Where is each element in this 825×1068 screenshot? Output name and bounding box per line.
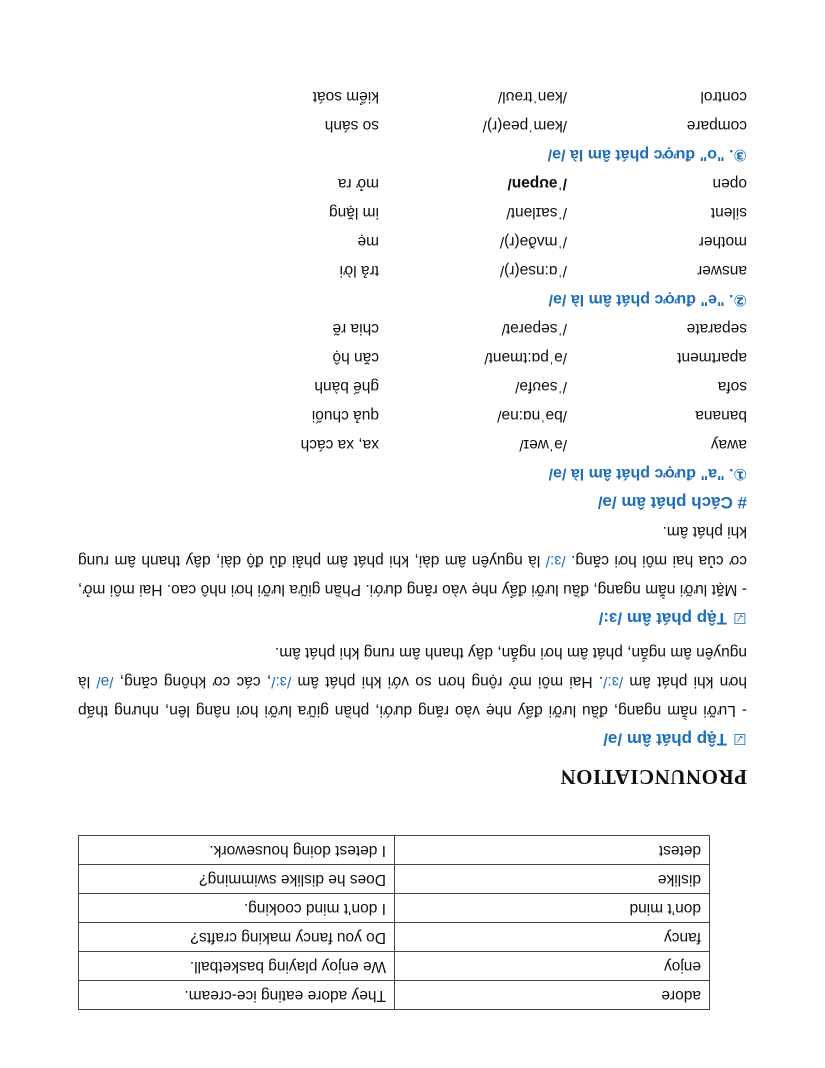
vocab-example: Does he dislike swimming? <box>79 865 395 894</box>
table-row <box>79 836 710 865</box>
case-heading: ②. "e" được phát âm là /ə/ <box>548 291 747 308</box>
pronunciation-groups <box>78 82 747 488</box>
ipa-cell: /əˈweɪ/ <box>519 436 567 453</box>
table-row <box>79 865 710 894</box>
vocab-example: Do you fancy making crafts? <box>79 923 395 952</box>
word-cell: control <box>700 88 747 105</box>
how-to-pronounce-heading: # Cách phát âm /ə/ <box>597 493 747 512</box>
ipa-cell: /kənˈtrəʊl/ <box>497 88 567 105</box>
word-row <box>78 82 747 111</box>
vocab-example: I don’t mind cooking. <box>79 894 395 923</box>
word-cell: compare <box>686 117 747 134</box>
word-row <box>78 343 747 372</box>
meaning-cell: xa, xa cách <box>300 436 379 453</box>
word-row <box>78 372 747 401</box>
ipa-symbol: /ɜ:/ <box>603 673 624 690</box>
ipa-cell: /ˈɑ:nsə(r)/ <box>499 262 567 279</box>
case-heading: ③. "o" được phát âm là /ə/ <box>547 146 747 163</box>
word-cell: answer <box>697 262 747 279</box>
word-row <box>78 256 747 285</box>
word-row <box>78 227 747 256</box>
meaning-cell: chia rẽ <box>332 320 379 337</box>
word-cell: silent <box>710 204 747 221</box>
meaning-cell: quả chuối <box>311 407 379 424</box>
vocab-word: fancy <box>395 923 710 952</box>
practice-er-text: - Mặt lưỡi nằm ngang, đầu lưỡi đẩy nhẹ vào răng dưới. Phần giữa lưỡi hơi nhô cao. Hai môi mở, cơ của hai môi hơi căng. /ɜ:/ là nguyên âm dài, khi phát âm phải đủ độ dài, dây thanh âm rung khi phát âm. <box>78 523 747 598</box>
ipa-cell: /ˈsaɪlənt/ <box>506 204 567 221</box>
word-cell: mother <box>698 233 747 250</box>
word-cell: separate <box>686 320 747 337</box>
checkbox-icon: ☑ <box>733 609 747 626</box>
ipa-symbol: /ə/ <box>96 673 114 690</box>
word-row <box>78 401 747 430</box>
meaning-cell: mở ra <box>337 175 379 192</box>
word-row <box>78 198 747 227</box>
vocab-example: I detest doing housework. <box>79 836 395 865</box>
vocabulary-table <box>78 835 710 1010</box>
document-content <box>78 82 747 1010</box>
meaning-cell: im lặng <box>329 204 379 221</box>
meaning-cell: căn hộ <box>332 349 379 366</box>
vocab-word: enjoy <box>395 952 710 981</box>
pronunciation-title: PRONUNCIATION <box>560 765 747 789</box>
vocab-example: We enjoy playing basketball. <box>79 952 395 981</box>
table-row <box>79 981 710 1010</box>
vocab-word: don’t mind <box>395 894 710 923</box>
word-row <box>78 314 747 343</box>
word-cell: banana <box>695 407 747 424</box>
meaning-cell: ghế bành <box>314 378 379 395</box>
ipa-symbol: /ɜ:/ <box>545 552 566 569</box>
ipa-cell: /ˈmʌðə(r)/ <box>499 233 567 250</box>
table-row <box>79 894 710 923</box>
meaning-cell: mẹ <box>357 233 379 250</box>
ipa-cell: /bəˈnɑ:nə/ <box>497 407 567 424</box>
word-row <box>78 430 747 459</box>
meaning-cell: kiểm soát <box>312 88 379 105</box>
ipa-cell: /ˈsəʊfə/ <box>515 378 567 395</box>
meaning-cell: so sánh <box>324 117 379 134</box>
word-row <box>78 169 747 198</box>
word-cell: away <box>710 436 747 453</box>
ipa-cell: /kəmˈpeə(r)/ <box>482 117 567 134</box>
table-row <box>79 923 710 952</box>
ipa-cell: /əˈpɑ:tmənt/ <box>484 349 567 366</box>
ipa-symbol: /ɜ:/ <box>271 673 292 690</box>
word-cell: open <box>712 175 747 192</box>
word-row <box>78 111 747 140</box>
practice-er-heading: ☑Tập phát âm /ɜ:/ <box>78 604 747 632</box>
ipa-cell: /ˈəʊpən/ <box>507 175 567 192</box>
practice-schwa-text: - Lưỡi nằm ngang, đầu lưỡi đẩy nhẹ vào răng dưới, phần giữa lưỡi hơi nâng lên, nhưng thấp hơn khi phát âm /ɜ:/. Hai môi mở rộng hơn so với khi phát âm /ɜ:/, các cơ không căng, /ə/ là nguyên âm ngắn, phát âm hơi ngắn, dây thanh âm rung khi phát âm. <box>77 644 747 719</box>
ipa-cell: /ˈsepərət/ <box>501 320 567 337</box>
vocab-word: dislike <box>395 865 710 894</box>
practice-schwa-heading: ☑Tập phát âm /ə/ <box>78 725 747 753</box>
word-cell: sofa <box>717 378 747 395</box>
vocab-example: They adore eating ice-cream. <box>79 981 395 1010</box>
case-heading: ①. "a" được phát âm là /ə/ <box>548 465 747 482</box>
word-cell: apartment <box>677 349 747 366</box>
checkbox-icon: ☑ <box>733 730 747 747</box>
table-row <box>79 952 710 981</box>
vocab-word: detest <box>395 836 710 865</box>
meaning-cell: trả lời <box>339 262 379 279</box>
vocab-word: adore <box>395 981 710 1010</box>
